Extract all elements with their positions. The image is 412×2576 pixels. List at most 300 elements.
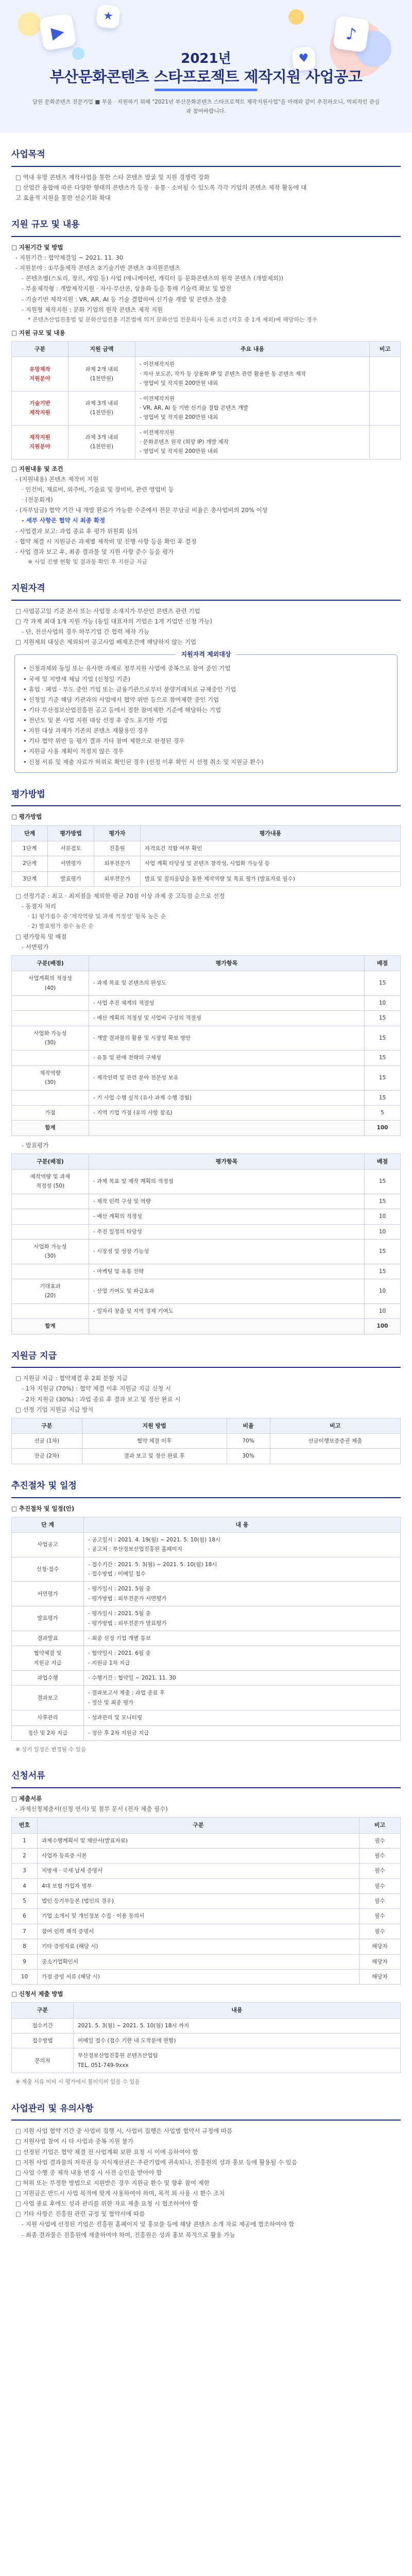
table-cell: - 산업 기여도 및 파급효과: [89, 1279, 365, 1304]
table-cell: 필수: [359, 1894, 401, 1909]
table-row: [12, 1224, 401, 1239]
table-cell: [12, 1090, 89, 1105]
table-row: [12, 1894, 401, 1909]
table-header: 구분: [12, 1418, 82, 1433]
text-line: - 세부 사항은 협약 시 최종 확정: [22, 517, 106, 524]
table-cell: - 수행기간 : 협약일 ~ 2021. 11. 30: [84, 1671, 401, 1686]
table-header: 평가항목: [89, 955, 365, 971]
table-cell: 과제 3개 내외 (1천만원): [68, 391, 135, 425]
text-line: □ 사업 종료 후에도 성과 관리를 위한 자료 제출 요청 시 협조하여야 함: [15, 2200, 198, 2208]
table-cell: 15: [365, 1264, 401, 1279]
text-line: - 지원분야 : ①부울제작 콘텐츠 ②기술기반 콘텐츠 ③지원콘텐츠: [15, 264, 181, 272]
table-cell: 발표평가: [12, 1606, 84, 1631]
table-cell: 과제 3개 내외 (1천만원): [68, 425, 135, 459]
table-cell: - 제작 인력 구성 및 역량: [89, 1194, 365, 1209]
table-cell: 8: [12, 1939, 38, 1954]
table-header: 비고: [359, 1818, 401, 1833]
list-item: • 지원금 사용 계획이 적정치 않은 경우: [23, 748, 124, 755]
table-cell: 과업수행: [12, 1671, 84, 1686]
section-evaluation: [11, 787, 401, 1334]
list-item: • 지원 대상 과제가 기존의 콘텐츠 재활용인 경우: [23, 727, 149, 735]
table-header: 구분: [38, 1818, 359, 1833]
text-line: - 사업결과 보고: 과업 종료 후 평가 위원회 심의: [15, 527, 138, 535]
text-line: □ 지원사업 참여 시 타 사업과 중복 지원 불가: [15, 2138, 133, 2145]
table-row: [12, 841, 401, 856]
table-cell: 2: [12, 1848, 38, 1863]
table-cell: 제작역량 및 과제 적정성 (50): [12, 1170, 89, 1194]
section-title: 신청서류: [11, 1769, 401, 1788]
text-line: · (전문회계): [22, 496, 53, 504]
table-row: [12, 1449, 401, 1464]
table-cell: 필수: [359, 1848, 401, 1863]
table-cell: 5: [12, 1894, 38, 1909]
table-header: 평가내용: [141, 825, 401, 841]
list-item: • 기타 협약 위반 등 평가 결과 기타 참여 제한으로 판정된 경우: [23, 737, 185, 745]
list-item: • 신청일 기준 해당 기관과의 사업에서 협약 위반 등으로 참여제한 중인 기업: [23, 696, 219, 703]
table-cell: - 일자리 창출 및 지역 경제 기여도: [89, 1303, 365, 1318]
section-payment: [11, 1349, 401, 1464]
table-row: [12, 1121, 401, 1136]
table-cell: 15: [365, 1011, 401, 1026]
section-management: [11, 2102, 401, 2240]
text-line: □ 기타 사항은 진흥원 관련 규정 및 협약서에 따름: [15, 2210, 145, 2218]
table-cell: 4대 보험 가입자 명부: [38, 1878, 359, 1893]
table-cell: - 마케팅 및 유통 전략: [89, 1264, 365, 1279]
table-cell: 필수: [359, 1924, 401, 1939]
table-cell: 발표평가: [48, 871, 94, 886]
table-header: 비고: [370, 342, 401, 357]
table-cell: 15: [365, 1050, 401, 1065]
table-cell: [12, 1050, 89, 1065]
text-line: · 2) 발표평가 점수 높은 순: [28, 923, 94, 930]
table-row: [12, 425, 401, 459]
text-line: □ 산업간 융합에 따른 다양한 형태의 콘텐츠가 등장 · 유통 · 소비될 수 있도록 각각 기업의 콘텐츠 제작 활동에 대: [15, 183, 307, 191]
list-item: • 신청 서류 및 제출 자료가 허위로 확인된 경우 (선정 이후 확인 시 선정 취소 및 지원금 환수): [23, 758, 264, 766]
table-cell: [12, 1194, 89, 1209]
subheading: □ 지원기간 및 방법: [11, 243, 63, 251]
table-row: [12, 1686, 401, 1710]
text-line: □ 지원금은 반드시 사업 목적에 맞게 사용하여야 하며, 목적 외 사용 시 환수 조치: [15, 2190, 225, 2197]
table-cell: - 협약일시 : 2021. 6월 중 - 지원금 1차 지급: [84, 1646, 401, 1671]
table-row: [12, 971, 401, 996]
note-line: ※ 상기 일정은 변경될 수 있음: [15, 1746, 87, 1753]
table-cell: 결과발표: [12, 1631, 84, 1646]
note-line: * 콘텐츠산업진흥법 및 문화산업진흥 기본법에 의거 문화산업 전문회사 등록 요건 (각호 중 1개 제외)에 해당하는 경우: [28, 316, 318, 323]
text-line: □ 사업공고일 기준 본사 또는 사업장 소재지가 부산인 콘텐츠 관련 기업: [15, 607, 200, 615]
subheading: □ 평가방법: [11, 813, 42, 821]
section-documents: [11, 1769, 401, 2087]
table-cell: 지방세 · 국세 납세 증명서: [38, 1863, 359, 1878]
text-line: □ 선정기준 : 최고 · 최저점을 제외한 평균 70점 이상 과제 중 고득점 순으로 선정: [15, 892, 225, 900]
table-cell: 6: [12, 1909, 38, 1924]
table-row: [12, 1939, 401, 1954]
table-row: [12, 1725, 401, 1740]
evaluation-steps-table: [11, 825, 401, 887]
table-cell: 15: [365, 1194, 401, 1209]
table-cell: - 평가일시 : 2021. 5월 중 - 평가방법 : 외부전문가 발표평가: [84, 1606, 401, 1631]
table-cell: [12, 1209, 89, 1224]
table-cell: 가점: [12, 1105, 89, 1120]
hero-banner: [0, 0, 412, 133]
table-header: 내용: [74, 2003, 401, 2018]
table-row: [12, 1557, 401, 1582]
table-cell: 결과 보고 및 정산 완료 후: [82, 1449, 227, 1464]
table-row: [12, 995, 401, 1010]
table-cell: - 성과관리 및 모니터링: [84, 1710, 401, 1725]
text-line: □ 평가항목 및 배점: [15, 933, 67, 940]
table-cell: 중소기업확인서: [38, 1954, 359, 1969]
table-row: [12, 1954, 401, 1969]
table-row: [12, 1194, 401, 1209]
text-line: - 지원 사업에 선정된 기업은 진흥원 홈페이지 및 홍보물 등에 해당 콘텐츠 소개 자료 제공에 협조하여야 함: [22, 2221, 295, 2228]
list-item: • 신청과제와 동일 또는 유사한 과제로 정부지원 사업에 중복으로 참여 중인 기업: [23, 665, 231, 672]
table-cell: - 시장성 및 성장 가능성: [89, 1239, 365, 1264]
table-row: [12, 1833, 401, 1848]
heart-icon: ♥: [291, 46, 316, 71]
table-header: 구분: [12, 2003, 74, 2018]
text-line: □ 지원 사업 협약 기간 중 사업비 집행 시, 사업비 집행은 사업별 협약서 규정에 따름: [15, 2127, 233, 2135]
table-cell: 사업화 가능성 (30): [12, 1026, 89, 1050]
table-cell: - 최종 선정 기업 개별 통보: [84, 1631, 401, 1646]
table-cell: 기대효과 (20): [12, 1279, 89, 1304]
table-cell: 참여 인력 재직 증명서: [38, 1924, 359, 1939]
section-title: 지원자격: [11, 581, 401, 601]
table-cell: 10: [365, 1209, 401, 1224]
table-cell: 자격요건 적합 여부 확인: [141, 841, 401, 856]
table-cell: [12, 1303, 89, 1318]
table-cell: 3단계: [12, 871, 48, 886]
table-row: [12, 1011, 401, 1026]
table-cell: 접수방법: [12, 2033, 74, 2048]
table-cell: 해당자: [359, 1939, 401, 1954]
subheading: □ 제출서류: [11, 1795, 42, 1802]
star-icon: ★: [96, 4, 121, 29]
table-cell: 1단계: [12, 841, 48, 856]
table-cell: - 개발 결과물의 활용 및 시장성 확보 방안: [89, 1026, 365, 1050]
table-cell: [12, 1224, 89, 1239]
table-cell: [370, 391, 401, 425]
text-line: - (지원내용) 콘텐츠 제작비 지원: [15, 475, 99, 483]
text-line: - (자부담금) 협약 기간 내 개발 완료가 가능한 수준에서 전문 부담금 비율은 총사업비의 20% 이상: [15, 506, 268, 514]
section-eligibility: [11, 581, 401, 773]
text-line: □ 지원금 지급 : 협약체결 후 2회 분할 지급: [15, 1375, 128, 1382]
table-cell: 협약체결 및 지원금 지급: [12, 1646, 84, 1671]
table-header: 내 용: [84, 1517, 401, 1532]
text-line: - 서면평가: [22, 943, 49, 951]
decor-circle: [288, 9, 304, 25]
table-row: [12, 1848, 401, 1863]
table-header: 비고: [270, 1418, 400, 1433]
text-line: - 동점자 처리: [22, 903, 57, 910]
table-row: [12, 2033, 401, 2048]
table-cell: 법인 등기부등본 (법인의 경우): [38, 1894, 359, 1909]
text-line: □ 선정된 기업은 협약 체결 전 사업계획 보완 요청 시 이에 응하여야 함: [15, 2148, 198, 2156]
table-row: [12, 1050, 401, 1065]
table-cell: 필수: [359, 1909, 401, 1924]
table-cell: [270, 1449, 400, 1464]
text-line: □ 역내 유망 콘텐츠 제작사업을 통한 스타 콘텐츠 발굴 및 지원 경쟁력 강화: [15, 173, 210, 181]
table-row: [12, 1631, 401, 1646]
note-line: ※ 제출 서류 미비 시 평가에서 불이익이 있을 수 있음: [15, 2079, 140, 2086]
table-cell: 10: [365, 1303, 401, 1318]
table-cell: 10: [365, 1224, 401, 1239]
table-cell: 10: [365, 1279, 401, 1304]
table-cell: 15: [365, 1090, 401, 1105]
table-cell: 선금이행보증증권 제출: [270, 1434, 400, 1449]
table-row: [12, 1969, 401, 1984]
text-line: □ 각 과제 최대 1개 지원 가능 (동일 대표자의 기업은 1개 기업만 신청 가능): [15, 618, 212, 625]
list-item: • 전년도 및 본 사업 지원 대상 선정 후 중도 포기한 기업: [23, 717, 168, 724]
text-line: □ 허위 또는 부정한 방법으로 지원받은 경우 지원금 환수 및 향후 참여 제한: [15, 2179, 210, 2187]
table-cell: - 사업 추진 체계의 적절성: [89, 995, 365, 1010]
text-line: - 단, 전산사업의 경우 하부기업 간 협력 제작 가능: [22, 628, 150, 636]
note-line: ※ 사업 진행 현황 및 결과물 확인 후 지원금 지급: [28, 558, 147, 565]
section-schedule: [11, 1479, 401, 1755]
table-header: 평가자: [94, 825, 141, 841]
table-cell: - 과제 목표 및 콘텐츠의 완성도: [89, 971, 365, 996]
table-cell: 4: [12, 1878, 38, 1893]
text-line: □ 선정 기업 지원금 지급 방식: [15, 1405, 94, 1413]
table-cell: - 유통 및 판매 전략의 구체성: [89, 1050, 365, 1065]
table-header: 구분(배점): [12, 1154, 89, 1169]
table-cell: - 추진 일정의 타당성: [89, 1224, 365, 1239]
text-line: - 협약 체결 시 지원금은 과제별 제작비 및 진행 사항 등을 확인 후 결정: [15, 537, 197, 545]
table-cell: 과제수행계획서 및 제안서(발표자료): [38, 1833, 359, 1848]
table-row: [12, 856, 401, 871]
title-underline: [154, 89, 258, 91]
table-row: [12, 1065, 401, 1090]
table-header: 단 계: [12, 1517, 84, 1532]
subheading: □ 지원내용 및 조건: [11, 465, 63, 472]
table-cell: 서면평가: [48, 856, 94, 871]
table-cell: 10: [12, 1969, 38, 1984]
text-line: · 1) 평가점수 중 '제작역량 및 과제 적정성' 항목 높은 순: [28, 913, 166, 920]
text-line: · 인건비, 재료비, 외주비, 기술료 및 장비비, 관련 영업비 등: [22, 486, 174, 493]
table-cell: - 과제 목표 및 제작 계획의 적정성: [89, 1170, 365, 1194]
table-row: [12, 1863, 401, 1878]
table-header: 평가방법: [48, 825, 94, 841]
table-cell: 해당자: [359, 1954, 401, 1969]
table-row: [12, 1026, 401, 1050]
section-title: 사업목적: [11, 147, 401, 167]
table-row: [12, 1105, 401, 1120]
table-cell: 합계: [12, 1121, 89, 1136]
table-cell: - 기 사업 수행 실적 (유사 과제 수행 경험): [89, 1090, 365, 1105]
table-row: [12, 1209, 401, 1224]
table-cell: [370, 425, 401, 459]
table-cell: 진흥원: [94, 841, 141, 856]
section-title: 추진절차 및 일정: [11, 1479, 401, 1498]
table-header: 주요 내용: [135, 342, 370, 357]
table-cell: [370, 357, 401, 391]
table-row: [12, 1532, 401, 1557]
box-title: 지원자격 제외대상: [176, 649, 236, 660]
table-cell: 70%: [227, 1434, 270, 1449]
table-cell: - 이전제작지원 · 자사 보도콘, 작가 등 상용화 IP 및 콘텐츠 관련 활용한 동 콘텐츠 제작 - 영업비 및 작지원 200만원 내외: [135, 357, 370, 391]
page-title: 부산문화콘텐츠 스타프로젝트 제작지원 사업공고: [49, 68, 363, 86]
table-cell: - 평가일시 : 2021. 5월 중 - 평가방법 : 외부전문가 서면평가: [84, 1582, 401, 1606]
table-cell: 결과보고: [12, 1686, 84, 1710]
decor-circle: [18, 12, 41, 36]
table-cell: [12, 1011, 89, 1026]
table-cell: 서류검토: [48, 841, 94, 856]
table-cell: 100: [365, 1319, 401, 1334]
table-row: [12, 1710, 401, 1725]
table-row: [12, 1606, 401, 1631]
subheading: □ 지원 규모 및 내용: [11, 329, 65, 336]
table-cell: 기술기반 제작지원: [12, 391, 68, 425]
film-icon: ▶: [39, 13, 77, 51]
table-cell: 부산정보산업진흥원 콘텐츠산업팀 TEL. 051-749-9xxx: [74, 2048, 401, 2073]
table-cell: - 예산 계획의 적정성: [89, 1209, 365, 1224]
table-header: 단계: [12, 825, 48, 841]
table-row: [12, 1319, 401, 1334]
table-cell: 사업계획의 적정성 (40): [12, 971, 89, 996]
music-icon: ♪: [333, 15, 370, 53]
hero-description: 담원 문화콘텐츠 전문기업 ■ 부울 · 지원하기 위해 "2021년 부산문화콘텐츠 스타프로젝트 제작지원사업"을 아래와 같이 추진하오니, 역외적인 관심과 참여바랍니다.: [32, 99, 380, 114]
table-header: 평가항목: [89, 1154, 365, 1169]
table-row: [12, 2018, 401, 2033]
table-cell: 가점 증빙 서류 (해당 시): [38, 1969, 359, 1984]
table-cell: 사업자 등록증 사본: [38, 1848, 359, 1863]
table-cell: 서면평가: [12, 1582, 84, 1606]
table-cell: 필수: [359, 1833, 401, 1848]
table-cell: 사업공고: [12, 1532, 84, 1557]
text-line: - 콘텐츠별(스토리, 장르, 게임 등) 사업 (애니메이션, 캐릭터 등 문화콘텐츠의 원작 콘텐츠 (개발제외)): [22, 275, 284, 282]
table-cell: 기타 증빙자료 (해당 시): [38, 1939, 359, 1954]
text-line: □ 사업 수행 중 제작 내용 변경 시 사전 승인을 받아야 함: [15, 2168, 162, 2176]
table-cell: 30%: [227, 1449, 270, 1464]
table-cell: 2021. 5. 3(월) ~ 2021. 5. 10(월) 18시 까지: [74, 2018, 401, 2033]
table-cell: 외부전문가: [94, 871, 141, 886]
table-cell: - 지역 기업 가점 (유의 사항 참조): [89, 1105, 365, 1120]
text-line: 고 효율적 지원을 통한 선순기화 확대: [15, 194, 111, 201]
table-cell: 발표 및 질의응답을 통한 제작역량 및 목표 평가 (발표자료 필수): [141, 871, 401, 886]
table-cell: 9: [12, 1954, 38, 1969]
table-cell: 사업 계획 타당성 및 콘텐츠 창작성, 사업화 가능성 등: [141, 856, 401, 871]
hero-year: 2021년: [181, 51, 231, 66]
text-line: - 부울제작형 : 개발제작지원 · 자사·부산콘, 상용화 등을 통해 기술력 확보 및 발전: [22, 285, 232, 293]
list-item: • 휴업 · 폐업 · 부도 중인 기업 또는 금융기관으로부터 불량거래처로 규제중인 기업: [23, 685, 236, 693]
list-item: • 국세 및 지방세 체납 기업 (신청일 기준): [23, 675, 130, 683]
table-row: [12, 1090, 401, 1105]
table-cell: 사후관리: [12, 1710, 84, 1725]
table-cell: 제작지원 지원분야: [12, 425, 68, 459]
table-header: 구분: [12, 342, 68, 357]
table-cell: 10: [365, 995, 401, 1010]
table-row: [12, 357, 401, 391]
table-cell: [12, 1264, 89, 1279]
table-cell: 5: [365, 1105, 401, 1120]
table-cell: - 제작인력 및 관련 분야 전문성 보유: [89, 1065, 365, 1090]
subheading: □ 신청서 제출 방법: [11, 1990, 63, 1998]
submission-table: [11, 2002, 401, 2073]
table-cell: 협약 체결 이후: [82, 1434, 227, 1449]
table-header: 지원 금액: [68, 342, 135, 357]
table-cell: 신청·접수: [12, 1557, 84, 1582]
text-line: - 2차 지원금 (30%) : 과업 종료 후 결과 보고 및 정산 완료 시: [22, 1395, 181, 1403]
subheading: □ 추진절차 및 일정(안): [11, 1504, 75, 1512]
table-row: [12, 1924, 401, 1939]
text-line: - 발표평가: [22, 1141, 49, 1149]
table-header: 배점: [365, 1154, 401, 1169]
table-row: [12, 1909, 401, 1924]
table-cell: - 이전제작지원 · VR, AR, AI 등 기반 신기술 결합 콘텐츠 개발 - 영업비 및 작지원 200만원 내외: [135, 391, 370, 425]
table-cell: 이메일 접수 (접수 기한 내 도착분에 한함): [74, 2033, 401, 2048]
text-line: - 지원형 제작지원 : 문화 기업의 원작 콘텐츠 제작 지원: [22, 306, 163, 313]
table-cell: 사업화 가능성 (30): [12, 1239, 89, 1264]
table-row: [12, 1279, 401, 1304]
table-header: 비율: [227, 1418, 270, 1433]
table-cell: - 접수기간 : 2021. 5. 3(월) ~ 2021. 5. 10(월) 18시 - 접수방법 : 이메일 접수: [84, 1557, 401, 1582]
table-cell: - 공고일시 : 2021. 4. 19(월) ~ 2021. 5. 10(월) 18시 - 공고처 : 부산정보산업진흥원 홈페이지: [84, 1532, 401, 1557]
table-row: [12, 1434, 401, 1449]
table-cell: 제작역량 (30): [12, 1065, 89, 1090]
table-cell: 필수: [359, 1878, 401, 1893]
table-cell: 유망제작 지원분야: [12, 357, 68, 391]
table-row: [12, 1170, 401, 1194]
table-cell: 2단계: [12, 856, 48, 871]
section-title: 평가방법: [11, 787, 401, 807]
table-row: [12, 391, 401, 425]
table-cell: 과제 2개 내외 (1천만원): [68, 357, 135, 391]
table-cell: - 이전제작지원 · 문화콘텐츠 원작 (희망 IP) 개발 제작 - 영업비 및 작지원 200만원 내외: [135, 425, 370, 459]
table-cell: [89, 1319, 365, 1334]
documents-table: [11, 1817, 401, 1985]
section-support-scale: [11, 217, 401, 567]
exclusion-box: [14, 651, 398, 772]
table-cell: 선금 (1차): [12, 1434, 82, 1449]
table-cell: 외부전문가: [94, 856, 141, 871]
text-line: - 과제신청제출서(신청 연서) 및 첨부 문서 (전자 제출 필수): [15, 1805, 168, 1813]
text-line: □ 지원제외 대상은 제외되어 공고사업 배제조건에 해당하지 않는 기업: [15, 638, 197, 646]
table-cell: 15: [365, 971, 401, 996]
table-cell: 잔금 (2차): [12, 1449, 82, 1464]
table-row: [12, 1671, 401, 1686]
text-line: □ 지원 사업 결과물의 저작권 등 지식재산권은 주관기업에 귀속되나, 진흥원의 성과 홍보 등에 활용될 수 있음: [15, 2158, 298, 2166]
table-cell: 1: [12, 1833, 38, 1848]
table-cell: 필수: [359, 1863, 401, 1878]
payment-table: [11, 1418, 401, 1464]
text-line: - 최종 결과물은 진흥원에 제출하여야 하며, 진흥원은 성과 홍보 목적으로 활용 가능: [22, 2231, 235, 2239]
table-header: 구분(배점): [12, 955, 89, 971]
text-line: - 1차 지원금 (70%) : 협약 체결 이후 지원금 지급 신청 시: [22, 1385, 171, 1393]
table-cell: 정산 및 2차 지급: [12, 1725, 84, 1740]
section-title: 지원금 지급: [11, 1349, 401, 1368]
table-cell: 100: [365, 1121, 401, 1136]
table-cell: 7: [12, 1924, 38, 1939]
text-line: - 사업 결과 보고 후, 최종 결과물 및 지원 사항 준수 등을 평가: [15, 548, 174, 555]
written-eval-table: [11, 955, 401, 1136]
table-cell: [12, 995, 89, 1010]
table-cell: 15: [365, 1065, 401, 1090]
table-row: [12, 871, 401, 886]
table-cell: 접수기간: [12, 2018, 74, 2033]
table-row: [12, 1582, 401, 1606]
table-cell: - 정산 후 2차 지원금 지급: [84, 1725, 401, 1740]
table-cell: 15: [365, 1239, 401, 1264]
table-row: [12, 1239, 401, 1264]
table-header: 번호: [12, 1818, 38, 1833]
table-cell: - 결과보고서 제출 : 과업 종료 후 - 정산 및 최종 평가: [84, 1686, 401, 1710]
table-cell: 15: [365, 1170, 401, 1194]
table-row: [12, 1646, 401, 1671]
table-cell: 해당자: [359, 1969, 401, 1984]
presentation-eval-table: [11, 1154, 401, 1334]
table-cell: 기업 소개서 및 개인정보 수집 · 이용 동의서: [38, 1909, 359, 1924]
support-table: [11, 341, 401, 460]
table-header: 배점: [365, 955, 401, 971]
